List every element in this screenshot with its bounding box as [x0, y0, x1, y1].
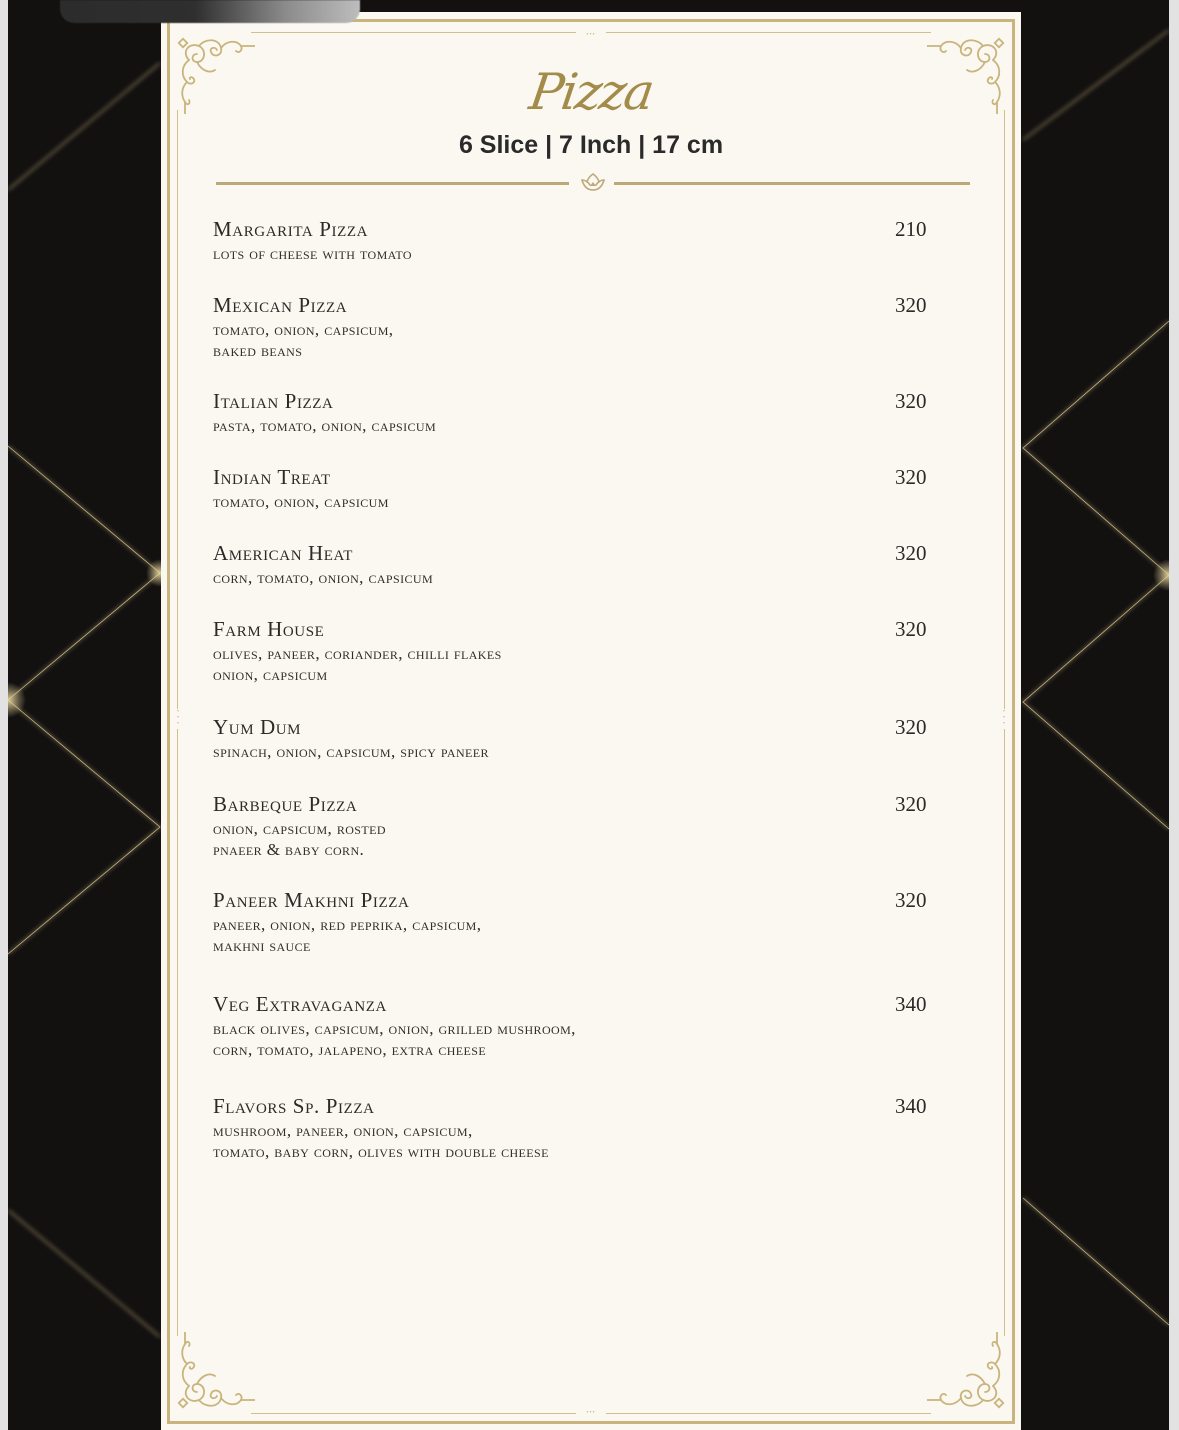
item-description — [213, 915, 933, 956]
size-subtitle: 6 Slice | 7 Inch | 17 cm — [458, 131, 724, 159]
item-name: Barbeque Pizza — [213, 792, 358, 816]
description-line: pnaeer & baby corn. — [213, 839, 365, 859]
description-line: mushroom, paneer, onion, capsicum, — [213, 1121, 473, 1140]
scroll-flourish-icon — [171, 1332, 255, 1416]
menu-item — [213, 1094, 933, 1162]
item-description — [213, 320, 933, 361]
item-name: Indian Treat — [213, 465, 331, 489]
description-line: lots of cheese with tomato — [213, 244, 412, 263]
item-name: Veg Extravaganza — [213, 992, 387, 1016]
description-line: tomato, baby corn, olives with double cheese — [213, 1141, 549, 1161]
description-line: tomato, onion, capsicum — [213, 492, 389, 511]
item-description — [213, 819, 933, 860]
menu-item — [213, 792, 933, 860]
menu-item — [213, 541, 933, 589]
description-line: onion, capsicum — [213, 664, 328, 684]
item-price: 320 — [895, 293, 927, 317]
item-price: 320 — [895, 888, 927, 912]
item-name: Italian Pizza — [213, 389, 334, 413]
menu-item — [213, 465, 933, 513]
item-description — [213, 416, 933, 437]
item-price: 320 — [895, 617, 927, 641]
divider-line-left — [216, 182, 569, 185]
description-line: makhni sauce — [213, 935, 311, 955]
description-line: pasta, tomato, onion, capsicum — [213, 416, 437, 435]
menu-item — [213, 389, 933, 437]
item-price: 320 — [895, 715, 927, 739]
item-name: Flavors Sp. Pizza — [213, 1094, 375, 1118]
blurred-overlay-bar — [60, 0, 360, 23]
item-name: Farm House — [213, 617, 325, 641]
item-price: 210 — [895, 217, 927, 241]
item-name: Yum Dum — [213, 715, 302, 739]
item-description — [213, 644, 933, 685]
item-name: Margarita Pizza — [213, 217, 369, 241]
menu-item — [213, 617, 933, 685]
top-border-dots: ••• — [576, 32, 606, 38]
description-line: baked beans — [213, 340, 303, 360]
lotus-icon — [576, 171, 610, 193]
menu-page — [161, 12, 1021, 1430]
description-line: spinach, onion, capsicum, spicy paneer — [213, 742, 489, 761]
description-line: onion, capsicum, rosted — [213, 819, 386, 838]
description-line: paneer, onion, red peprika, capsicum, — [213, 915, 482, 934]
item-name: Mexican Pizza — [213, 293, 348, 317]
item-price: 320 — [895, 465, 927, 489]
description-line: corn, tomato, jalapeno, extra cheese — [213, 1039, 487, 1059]
item-description — [213, 492, 933, 513]
right-border-dots: • • • — [1000, 709, 1008, 729]
item-description — [213, 1019, 933, 1060]
item-description — [213, 742, 933, 763]
item-name: Paneer Makhni Pizza — [213, 888, 410, 912]
menu-item — [213, 217, 933, 265]
left-border-dots: • • • — [174, 709, 182, 729]
item-description — [213, 1121, 933, 1162]
item-price: 320 — [895, 541, 927, 565]
header-divider — [216, 175, 970, 191]
menu-item — [213, 293, 933, 361]
menu-item — [213, 992, 933, 1060]
description-line: olives, paneer, coriander, chilli flakes — [213, 644, 502, 663]
item-price: 320 — [895, 389, 927, 413]
description-line: tomato, onion, capsicum, — [213, 320, 394, 339]
bottom-border-dots: ••• — [576, 1410, 606, 1416]
description-line: black olives, capsicum, onion, grilled mushroom, — [213, 1019, 576, 1038]
description-line: corn, tomato, onion, capsicum — [213, 568, 434, 587]
item-price: 320 — [895, 792, 927, 816]
page-title: Pizza — [525, 63, 657, 121]
menu-item — [213, 888, 933, 956]
menu-item — [213, 715, 933, 763]
divider-line-right — [614, 182, 970, 185]
scroll-flourish-icon — [927, 1332, 1011, 1416]
menu-header — [161, 62, 1021, 160]
item-price: 340 — [895, 992, 927, 1016]
item-description — [213, 568, 933, 589]
item-description — [213, 244, 933, 265]
item-name: American Heat — [213, 541, 354, 565]
item-price: 340 — [895, 1094, 927, 1118]
